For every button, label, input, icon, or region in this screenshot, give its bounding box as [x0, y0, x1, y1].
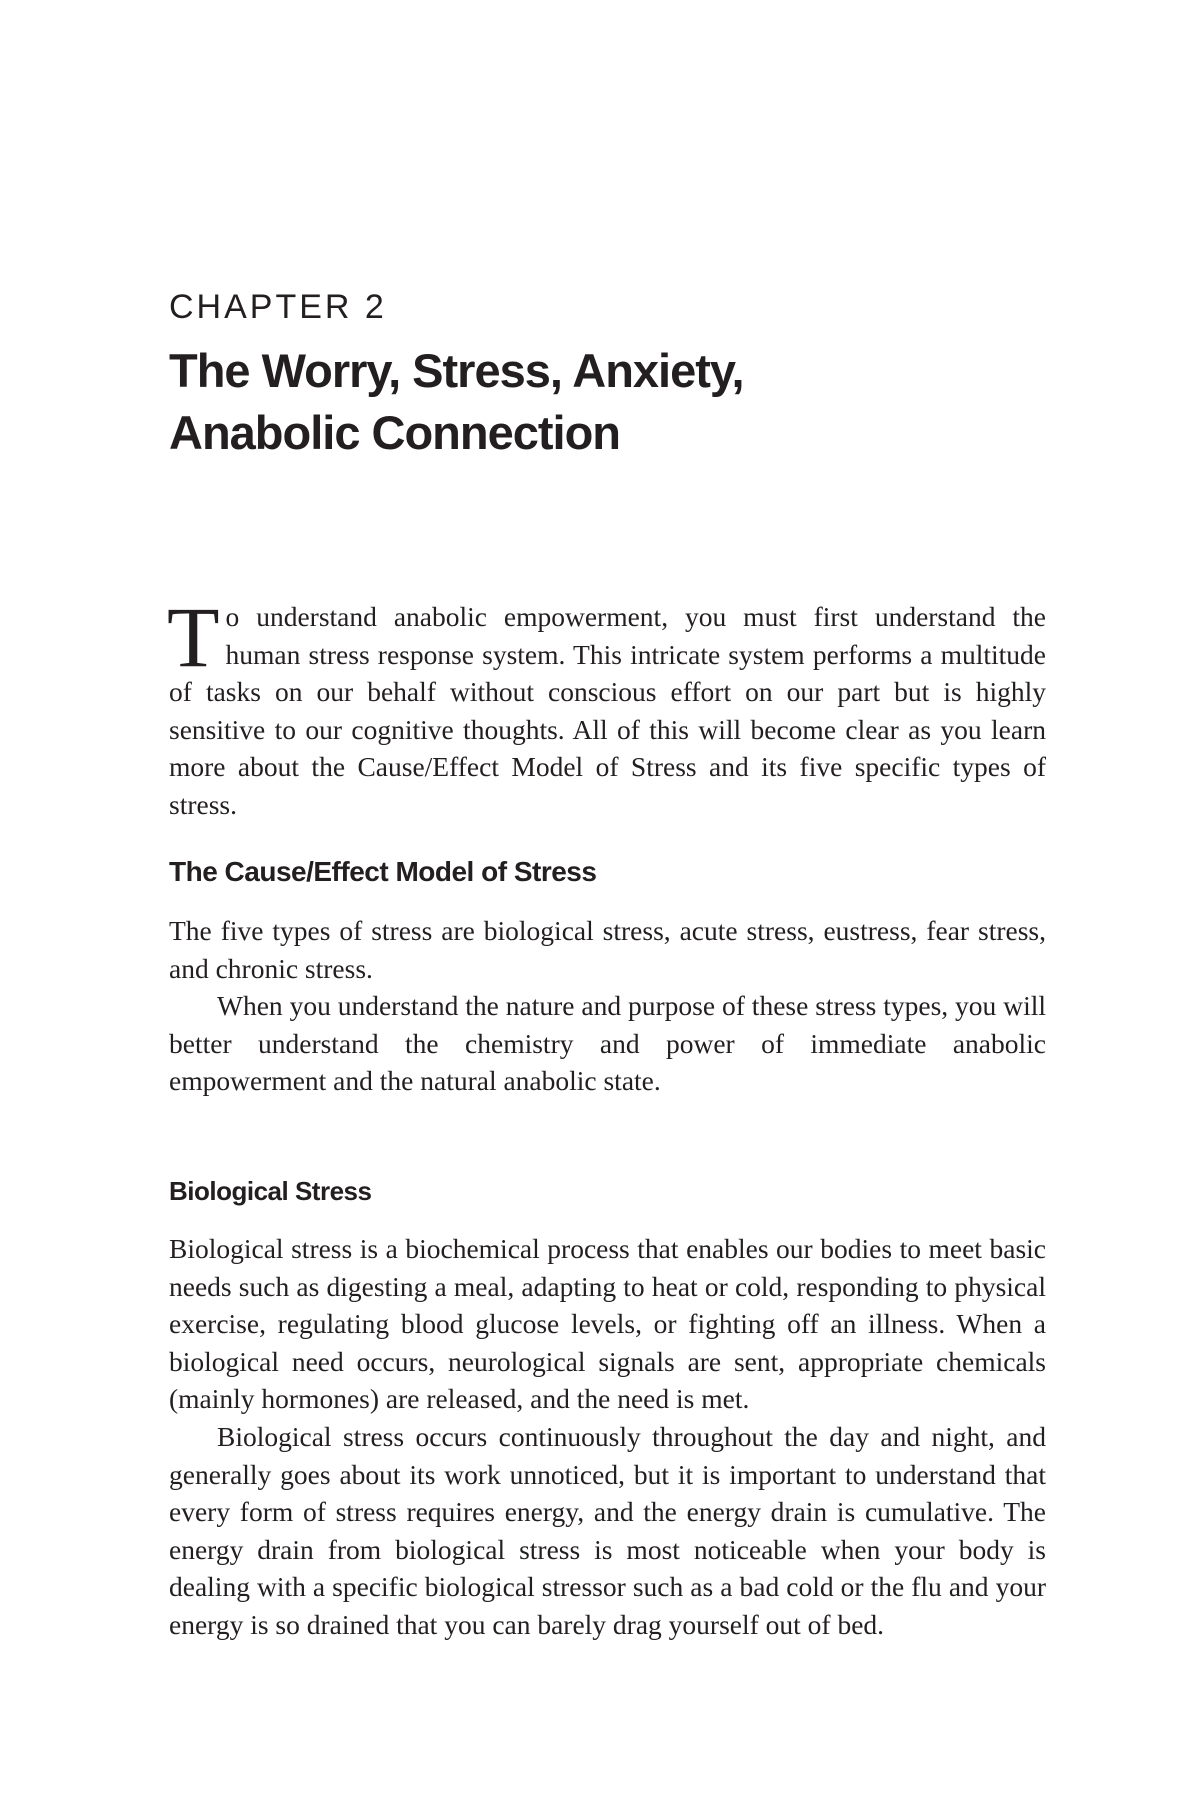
drop-cap: T	[167, 589, 220, 685]
paragraph: Biological stress is a biochemical process that enables our bodies to meet basic needs such as digesting a meal, adapting to heat or cold, responding to physical exercise, regulating blood glucose levels, or fighting off an illness. When a biological need occurs, neurological signals are sent, appropriate chemicals (mainly hormones) are released, and the need is met.	[169, 1233, 1046, 1415]
chapter-label: CHAPTER 2	[169, 288, 387, 326]
chapter-title-line-2: Anabolic Connection	[169, 406, 620, 459]
intro-paragraph	[167, 589, 1046, 824]
paragraph: When you understand the nature and purpose of these stress types, you will better understand the chemistry and power of immediate anabolic empowerment and the natural anabolic state.	[169, 990, 1046, 1097]
section-body-cause-effect	[169, 912, 1046, 1100]
chapter-title	[169, 340, 1046, 464]
intro-text: o understand anabolic empowerment, you must first understand the human stress response system. This intricate system performs a multitude of tasks on our behalf without conscious effort on our part but is highly sensitive to our cognitive thoughts. All of this will become clear as you learn more about the Cause/Effect Model of Stress and its five specific types of stress.	[169, 601, 1046, 820]
paragraph: The five types of stress are biological stress, acute stress, eustress, fear stress, and chronic stress.	[169, 915, 1046, 984]
section-heading-cause-effect: The Cause/Effect Model of Stress	[169, 856, 597, 887]
paragraph: Biological stress occurs continuously throughout the day and night, and generally goes about its work unnoticed, but it is important to understand that every form of stress requires energy, and the energy drain is cumulative. The energy drain from biological stress is most noticeable when your body is dealing with a specific biological stressor such as a bad cold or the flu and your energy is so drained that you can barely drag yourself out of bed.	[169, 1420, 1046, 1640]
section-heading-biological-stress: Biological Stress	[169, 1176, 372, 1206]
section-body-biological-stress	[169, 1230, 1046, 1644]
chapter-title-line-1: The Worry, Stress, Anxiety,	[169, 344, 744, 397]
